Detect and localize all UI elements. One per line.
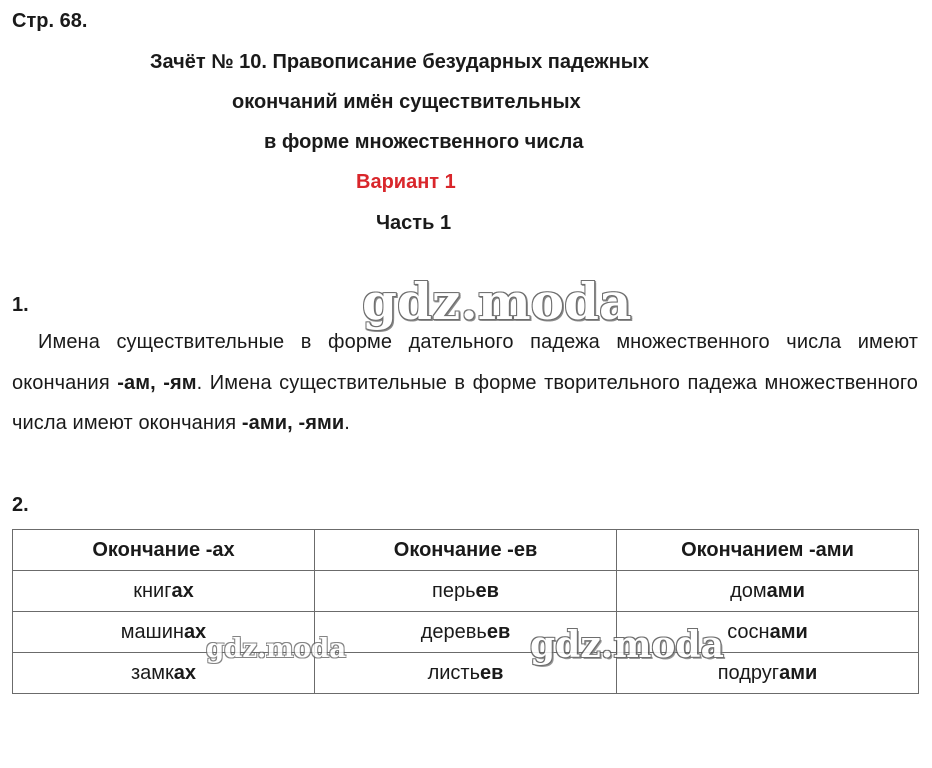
header-cell: Окончанием -ами <box>617 530 919 571</box>
word-stem: дом <box>730 579 767 602</box>
table-cell <box>617 653 919 694</box>
watermark-small-right: gdz.moda <box>530 624 724 666</box>
table-row <box>13 653 919 694</box>
page-number: Стр. 68. <box>12 10 88 32</box>
table-row <box>13 571 919 612</box>
word-stem: листь <box>427 661 480 684</box>
table-cell <box>617 612 919 653</box>
word-stem: книг <box>133 579 172 602</box>
word-ending: ев <box>480 661 504 684</box>
word-stem: машин <box>120 620 184 643</box>
variant-label: Вариант 1 <box>356 171 456 193</box>
header-cell: Окончание -ев <box>315 530 617 571</box>
title-line-2: окончаний имён существительных <box>232 91 581 113</box>
watermark-small-left: gdz.moda <box>206 634 347 664</box>
table-cell <box>315 571 617 612</box>
title-line-1: Зачёт № 10. Правописание безударных падежных <box>150 51 649 73</box>
table-header-row <box>13 530 919 571</box>
word-stem: подруг <box>717 661 780 684</box>
word-ending: ев <box>475 579 499 602</box>
task-1-number: 1. <box>12 294 29 316</box>
endings-table <box>12 529 919 694</box>
word-ending: ами <box>766 579 805 602</box>
word-ending: ах <box>183 620 207 643</box>
task-1-paragraph <box>12 322 918 444</box>
table-cell <box>13 612 315 653</box>
table-row <box>13 612 919 653</box>
table-cell <box>617 571 919 612</box>
word-stem: сосн <box>727 620 770 643</box>
word-stem: замк <box>130 661 174 684</box>
task-2-number: 2. <box>12 494 29 516</box>
table-cell <box>13 653 315 694</box>
task-1-text-1: Имена существительные в форме дательного падежа множественного числа имеют окончания <box>12 331 918 394</box>
word-ending: ами <box>769 620 808 643</box>
word-ending: ами <box>779 661 818 684</box>
task-1-ending-2: -ами, -ями <box>241 412 345 434</box>
word-stem: перь <box>432 579 476 602</box>
table-cell <box>315 653 617 694</box>
watermark-main: gdz.moda <box>362 272 632 331</box>
table-cell <box>315 612 617 653</box>
header-cell: Окончание -ах <box>13 530 315 571</box>
word-ending: ах <box>173 661 197 684</box>
task-1-text-3: . <box>344 412 350 434</box>
word-stem: деревь <box>420 620 487 643</box>
table-cell <box>13 571 315 612</box>
word-ending: ев <box>486 620 511 643</box>
title-line-3: в форме множественного числа <box>264 131 584 153</box>
task-1-text-2: . Имена существительные в форме творительного падежа множественного числа имеют окончания <box>12 371 919 434</box>
part-label: Часть 1 <box>376 212 452 234</box>
task-1-ending-1: -ам, -ям <box>117 371 197 394</box>
word-ending: ах <box>171 579 194 602</box>
